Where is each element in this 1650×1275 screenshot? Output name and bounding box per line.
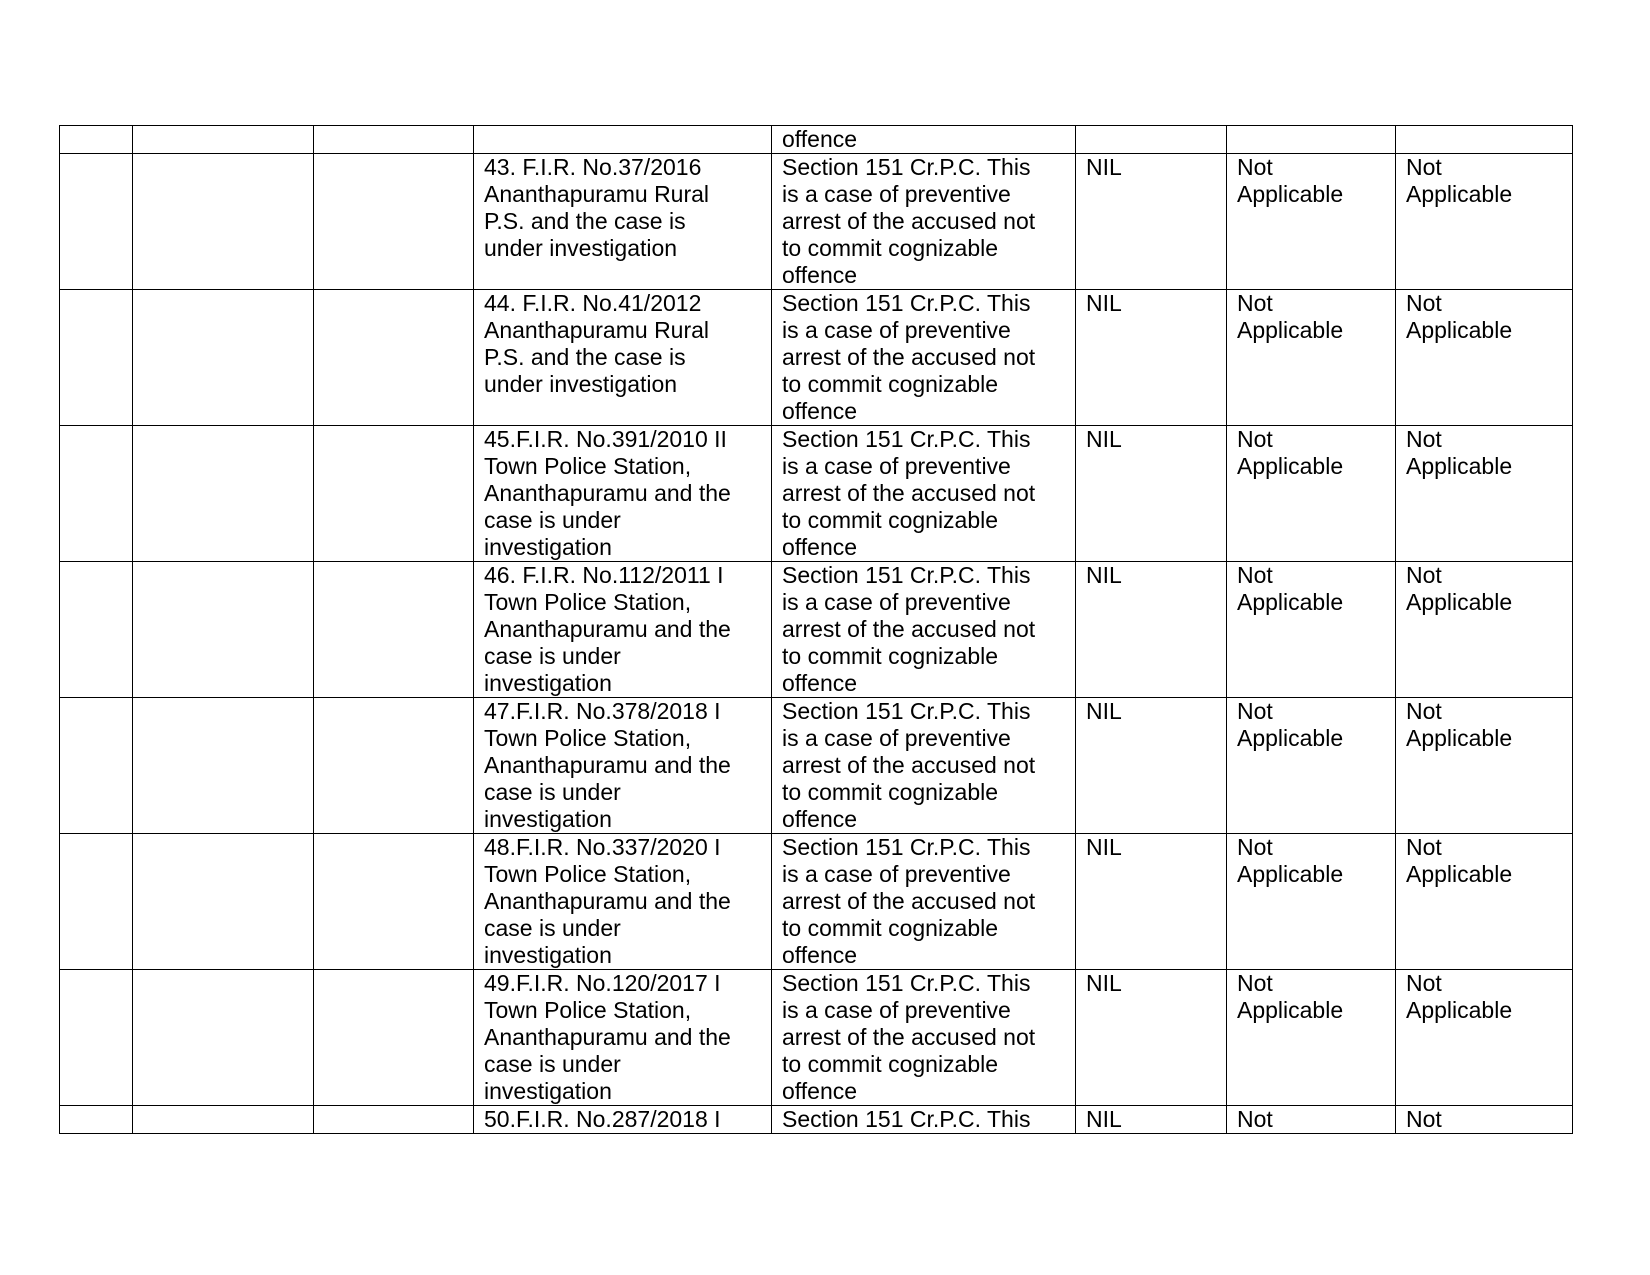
result-cell: NIL xyxy=(1076,154,1227,290)
remarks-cell xyxy=(1396,126,1573,154)
table-row xyxy=(60,154,1573,290)
applicability-cell: Not Applicable xyxy=(1227,290,1396,426)
section-cell: Section 151 Cr.P.C. This is a case of preventive arrest of the accused not to commit cognizable offence xyxy=(772,154,1076,290)
applicability-cell: Not Applicable xyxy=(1227,562,1396,698)
section-cell: offence xyxy=(772,126,1076,154)
serial-cell xyxy=(60,154,133,290)
details-cell xyxy=(314,698,474,834)
details-cell xyxy=(314,290,474,426)
fir-cell: 46. F.I.R. No.112/2011 I Town Police Station, Ananthapuramu and the case is under investigation xyxy=(474,562,772,698)
serial-cell xyxy=(60,290,133,426)
applicability-cell: Not Applicable xyxy=(1227,426,1396,562)
name-cell xyxy=(133,1106,314,1134)
remarks-cell: Not xyxy=(1396,1106,1573,1134)
serial-cell xyxy=(60,970,133,1106)
remarks-cell: Not Applicable xyxy=(1396,562,1573,698)
name-cell xyxy=(133,290,314,426)
fir-cell xyxy=(474,126,772,154)
serial-cell xyxy=(60,426,133,562)
serial-cell xyxy=(60,1106,133,1134)
criminal-cases-table xyxy=(59,125,1573,1134)
table-row xyxy=(60,126,1573,154)
result-cell: NIL xyxy=(1076,698,1227,834)
details-cell xyxy=(314,1106,474,1134)
fir-cell: 49.F.I.R. No.120/2017 I Town Police Station, Ananthapuramu and the case is under investigation xyxy=(474,970,772,1106)
result-cell: NIL xyxy=(1076,970,1227,1106)
details-cell xyxy=(314,126,474,154)
serial-cell xyxy=(60,562,133,698)
table-row xyxy=(60,426,1573,562)
table-row xyxy=(60,698,1573,834)
name-cell xyxy=(133,126,314,154)
fir-cell: 48.F.I.R. No.337/2020 I Town Police Station, Ananthapuramu and the case is under investigation xyxy=(474,834,772,970)
result-cell: NIL xyxy=(1076,290,1227,426)
result-cell: NIL xyxy=(1076,562,1227,698)
fir-cell: 43. F.I.R. No.37/2016 Ananthapuramu Rural P.S. and the case is under investigation xyxy=(474,154,772,290)
fir-cell: 50.F.I.R. No.287/2018 I xyxy=(474,1106,772,1134)
details-cell xyxy=(314,970,474,1106)
applicability-cell: Not xyxy=(1227,1106,1396,1134)
name-cell xyxy=(133,834,314,970)
name-cell xyxy=(133,154,314,290)
table-row xyxy=(60,1106,1573,1134)
applicability-cell xyxy=(1227,126,1396,154)
serial-cell xyxy=(60,834,133,970)
serial-cell xyxy=(60,126,133,154)
fir-cell: 44. F.I.R. No.41/2012 Ananthapuramu Rural P.S. and the case is under investigation xyxy=(474,290,772,426)
remarks-cell: Not Applicable xyxy=(1396,834,1573,970)
name-cell xyxy=(133,562,314,698)
remarks-cell: Not Applicable xyxy=(1396,970,1573,1106)
result-cell: NIL xyxy=(1076,1106,1227,1134)
details-cell xyxy=(314,834,474,970)
section-cell: Section 151 Cr.P.C. This is a case of preventive arrest of the accused not to commit cognizable offence xyxy=(772,290,1076,426)
table-row xyxy=(60,834,1573,970)
remarks-cell: Not Applicable xyxy=(1396,698,1573,834)
table-row xyxy=(60,970,1573,1106)
section-cell: Section 151 Cr.P.C. This is a case of preventive arrest of the accused not to commit cognizable offence xyxy=(772,426,1076,562)
fir-cell: 45.F.I.R. No.391/2010 II Town Police Station, Ananthapuramu and the case is under investigation xyxy=(474,426,772,562)
applicability-cell: Not Applicable xyxy=(1227,834,1396,970)
section-cell: Section 151 Cr.P.C. This is a case of preventive arrest of the accused not to commit cognizable offence xyxy=(772,698,1076,834)
details-cell xyxy=(314,154,474,290)
table-row xyxy=(60,562,1573,698)
applicability-cell: Not Applicable xyxy=(1227,154,1396,290)
table-row xyxy=(60,290,1573,426)
fir-cell: 47.F.I.R. No.378/2018 I Town Police Station, Ananthapuramu and the case is under investigation xyxy=(474,698,772,834)
section-cell: Section 151 Cr.P.C. This is a case of preventive arrest of the accused not to commit cognizable offence xyxy=(772,970,1076,1106)
name-cell xyxy=(133,698,314,834)
name-cell xyxy=(133,426,314,562)
result-cell: NIL xyxy=(1076,834,1227,970)
section-cell: Section 151 Cr.P.C. This is a case of preventive arrest of the accused not to commit cognizable offence xyxy=(772,562,1076,698)
remarks-cell: Not Applicable xyxy=(1396,290,1573,426)
result-cell xyxy=(1076,126,1227,154)
serial-cell xyxy=(60,698,133,834)
result-cell: NIL xyxy=(1076,426,1227,562)
section-cell: Section 151 Cr.P.C. This xyxy=(772,1106,1076,1134)
applicability-cell: Not Applicable xyxy=(1227,970,1396,1106)
name-cell xyxy=(133,970,314,1106)
remarks-cell: Not Applicable xyxy=(1396,426,1573,562)
applicability-cell: Not Applicable xyxy=(1227,698,1396,834)
details-cell xyxy=(314,562,474,698)
remarks-cell: Not Applicable xyxy=(1396,154,1573,290)
details-cell xyxy=(314,426,474,562)
section-cell: Section 151 Cr.P.C. This is a case of preventive arrest of the accused not to commit cognizable offence xyxy=(772,834,1076,970)
